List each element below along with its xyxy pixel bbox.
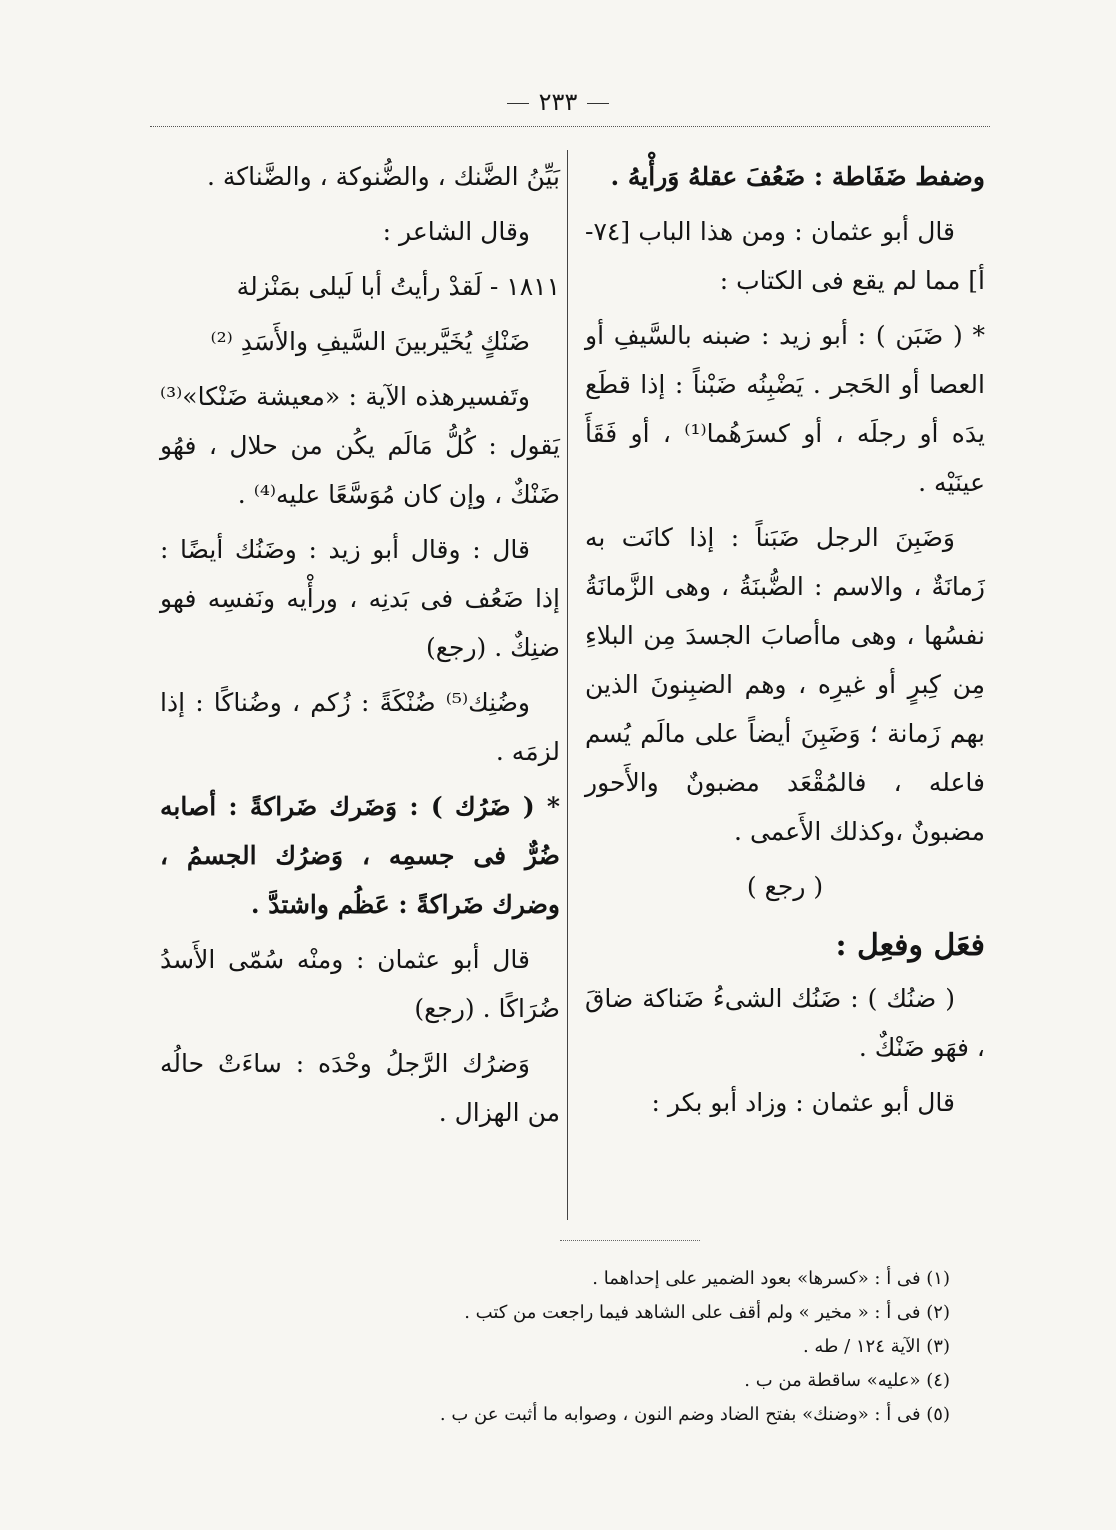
footnote-rule xyxy=(560,1240,700,1241)
footnote-3: (٣) الآية ١٢٤ / طه . xyxy=(802,1336,950,1357)
left-para-2: وقال الشاعر : xyxy=(382,217,530,246)
left-para-5: وضُنِك⁽⁵⁾ ضُنْكَةً : زُكم ، وضُناكًا : إذا لزمَه . xyxy=(160,688,560,766)
page-number-text: ٢٣٣ xyxy=(538,88,578,116)
left-para-8: وَضرُك الرَّجلُ وحْدَه : ساءَتْ حالُه من الهزال . xyxy=(160,1049,560,1127)
section-heading: فعَل وفعِل : xyxy=(835,928,985,963)
verse-line-1: ١٨١١ - لَقدْ رأيتُ أبا لَيلى بمَنْزلة xyxy=(236,272,560,301)
left-para-4: قال : وقال أبو زيد : وضَنُك أيضًا : إذا ضَعُف فى بَدنِه ، ورأْيه ونَفسِه فهو ضنِكٌ . (رجع) xyxy=(160,535,560,662)
footnote-5: (٥) فى أ : «وضنك» بفتح الضاد وضم النون ، وصوابه ما أثبت عن ب . xyxy=(439,1404,950,1425)
left-para-3: وتَفسيرهذه الآية : «معيشة ضَنْكا»⁽³⁾ يَقول : كُلُّ مَالَم يكُن من حلال ، فهُو ضَنْكٌ ، وإن كان مُوَسَّعًا عليه⁽⁴⁾ . xyxy=(160,382,560,509)
footnote-4: (٤) «عليه» ساقطة من ب . xyxy=(744,1370,950,1391)
right-para-1: وضفط ضَفَاطة : ضَعُفَ عقلهُ وَرأْيهُ . xyxy=(610,162,985,191)
top-rule xyxy=(150,126,990,127)
footnote-2: (٢) فى أ : « مخير » ولم أقف على الشاهد فيما راجعت من كتب . xyxy=(464,1302,950,1323)
right-para-2: قال أبو عثمان : ومن هذا الباب [٧٤-أ] مما لم يقع فى الكتاب : xyxy=(585,217,985,295)
right-para-5: ( ضنُك ) : ضَنُك الشىءُ ضَناكة ضاقَ ، فهَو ضَنْكٌ . xyxy=(585,984,985,1062)
right-rajaa: ( رجع ) xyxy=(746,872,824,901)
footnotes xyxy=(330,1262,950,1432)
verse-line-2: ضَنْكٍ يُخَيَّربينَ السَّيفِ والأَسَدِ ⁽²⁾ xyxy=(210,327,530,356)
page-number-dash-left xyxy=(507,103,529,104)
left-column xyxy=(160,152,560,1212)
right-para-6: قال أبو عثمان : وزاد أبو بكر : xyxy=(651,1088,955,1117)
left-para-7: قال أبو عثمان : ومنْه سُمّى الأَسدُ ضُرَاكًا . (رجع) xyxy=(160,945,560,1023)
page-number-dash-right xyxy=(587,103,609,104)
left-para-1: بَيِّنُ الضَّنك ، والضُّنوكة ، والضَّناكة . xyxy=(206,162,560,191)
right-column xyxy=(585,152,985,1212)
footnote-1: (١) فى أ : «كسرها» بعود الضمير على إحداهما . xyxy=(592,1268,950,1289)
left-para-6: * ( ضَرُك ) : وَضَرك ضَراكةً : أصابه ضُرٌّ فى جسمِه ، وَضرُك الجسمُ ، وضرك ضَراكةً : عَظُم واشتدَّ . xyxy=(160,792,560,919)
right-para-4: وَضَبِنَ الرجل ضَبَناً : إذا كانَت به زَمانَةٌ ، والاسم : الضُّبنَةُ ، وهى الزَّمانَةُ نفسُها ، وهى ماأصابَ الجسدَ مِن البلاءِ مِن كِبرٍ أو غيرِه ، وهم الضبِنونَ الذين بهم زَمانة ؛ وَضَبِنَ أيضاً على مالَم يُسم فاعله ، فالمُقْعَد مضبونٌ والأَحور مضبونٌ ،وكذلك الأَعمى . xyxy=(585,523,985,846)
right-para-3: * ( ضَبَن ) : أبو زيد : ضبنه بالسَّيفِ أو العصا أو الحَجر . يَضْبِنُه ضَبْناً : إذا قطَع يدَه أو رجلَه ، أو كسرَهُما⁽¹⁾ ، أو فَقَأَ عينَيْه . xyxy=(585,321,985,497)
page-number xyxy=(0,88,1116,116)
column-divider xyxy=(567,150,568,1220)
